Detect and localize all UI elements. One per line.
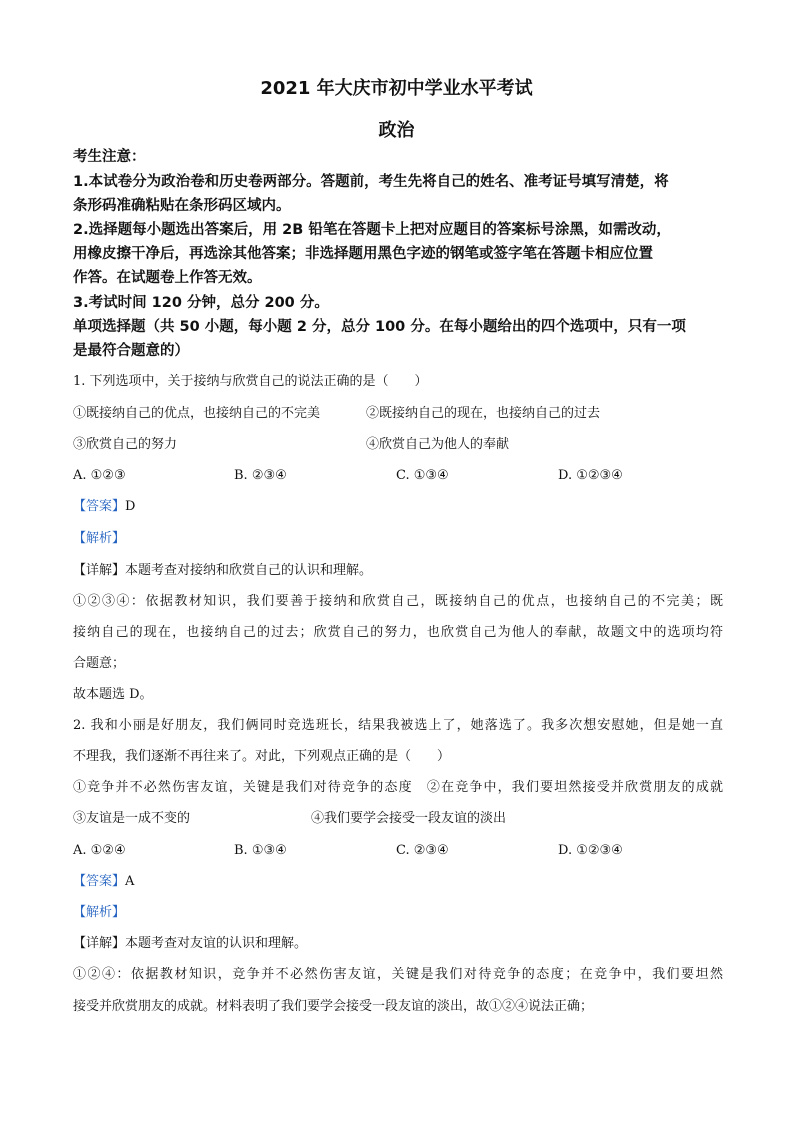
q1-analysis-tag: 【解析】 <box>73 531 126 546</box>
q2-detail: 本题考查对友谊的认识和理解。 <box>125 936 308 951</box>
q2-statements-1-2: ①竞争并不必然伤害友谊，关键是我们对待竞争的态度 ②在竞争中，我们要坦然接受并欣赏朋友的成就 <box>73 780 723 795</box>
q2-detail-tag: 【详解】 <box>73 936 126 951</box>
q1-statement-4: ④欣赏自己为他人的奉献 <box>366 437 510 452</box>
q1-option-a: A. ①②③ <box>73 468 126 483</box>
q1-stem: 1. 下列选项中，关于接纳与欣赏自己的说法正确的是（ ） <box>73 374 428 389</box>
notice-2c: 作答。在试题卷上作答无效。 <box>73 270 262 286</box>
exam-title: 2021 年大庆市初中学业水平考试 <box>260 78 533 99</box>
notice-2b: 用橡皮擦干净后，再选涂其他答案；非选择题用黑色字迹的钢笔或签字笔在答题卡相应位置 <box>73 246 653 262</box>
q1-detail-line <box>73 562 723 580</box>
q1-statement-1: ①既接纳自己的优点，也接纳自己的不完美 <box>73 406 321 421</box>
q1-option-c: C. ①③④ <box>396 468 449 483</box>
q1-statement-3: ③欣赏自己的努力 <box>73 437 178 452</box>
q2-explanation-1: ①②④：依据教材知识，竞争并不必然伤害友谊，关键是我们对待竞争的态度；在竞争中，我们要坦然 <box>73 967 723 982</box>
q2-answer: A <box>125 874 135 889</box>
q2-option-c: C. ②③④ <box>396 843 449 858</box>
q1-explanation-2: 接纳自己的现在，也接纳自己的过去；欣赏自己的努力，也欣赏自己为他人的奉献，故题文中的选项均符 <box>73 625 723 640</box>
q2-statement-4: ④我们要学会接受一段友谊的淡出 <box>311 811 507 826</box>
q2-detail-line <box>73 935 723 953</box>
notice-2a: 2.选择题每小题选出答案后，用 2B 铅笔在答题卡上把对应题目的答案标号涂黑，如需改动， <box>73 222 671 238</box>
q2-answer-tag: 【答案】 <box>73 874 126 889</box>
q1-answer: D <box>125 499 136 514</box>
q1-detail-tag: 【详解】 <box>73 563 126 578</box>
q2-option-b: B. ①③④ <box>234 843 287 858</box>
section-heading-b: 是最符合题意的） <box>73 343 189 359</box>
q1-answer-tag: 【答案】 <box>73 499 126 514</box>
q1-explanation-1: ①②③④：依据教材知识，我们要善于接纳和欣赏自己，既接纳自己的优点，也接纳自己的不完美；既 <box>73 594 723 609</box>
q2-option-d: D. ①②③④ <box>558 843 623 858</box>
q1-conclusion: 故本题选 D。 <box>73 687 153 702</box>
notice-heading: 考生注意： <box>73 149 146 165</box>
q1-explanation-3: 合题意； <box>73 656 126 671</box>
notice-3: 3.考试时间 120 分钟，总分 200 分。 <box>73 295 329 311</box>
q2-analysis-tag: 【解析】 <box>73 905 126 920</box>
q2-stem-1: 2. 我和小丽是好朋友，我们俩同时竞选班长，结果我被选上了，她落选了。我多次想安慰她，但是她一直 <box>73 718 723 733</box>
q2-answer-line <box>73 873 723 891</box>
q1-statement-2: ②既接纳自己的现在，也接纳自己的过去 <box>366 406 601 421</box>
notice-1b: 条形码准确粘贴在条形码区域内。 <box>73 198 291 214</box>
section-heading-a: 单项选择题（共 50 小题，每小题 2 分，总分 100 分。在每小题给出的四个选项中，只有一项 <box>73 319 686 335</box>
q1-answer-line <box>73 498 723 516</box>
q2-option-a: A. ①②④ <box>73 843 126 858</box>
notice-1a: 1.本试卷分为政治卷和历史卷两部分。答题前，考生先将自己的姓名、准考证号填写清楚，将 <box>73 174 669 190</box>
q1-option-d: D. ①②③④ <box>558 468 623 483</box>
q2-stem-2: 不理我，我们逐渐不再往来了。对此，下列观点正确的是（ ） <box>73 749 451 764</box>
exam-subject: 政治 <box>378 120 415 141</box>
q2-explanation-2: 接受并欣赏朋友的成就。材料表明了我们要学会接受一段友谊的淡出，故①②④说法正确； <box>73 999 594 1014</box>
q2-statement-3: ③友谊是一成不变的 <box>73 811 191 826</box>
q1-detail: 本题考查对接纳和欣赏自己的认识和理解。 <box>125 563 373 578</box>
q1-option-b: B. ②③④ <box>234 468 287 483</box>
